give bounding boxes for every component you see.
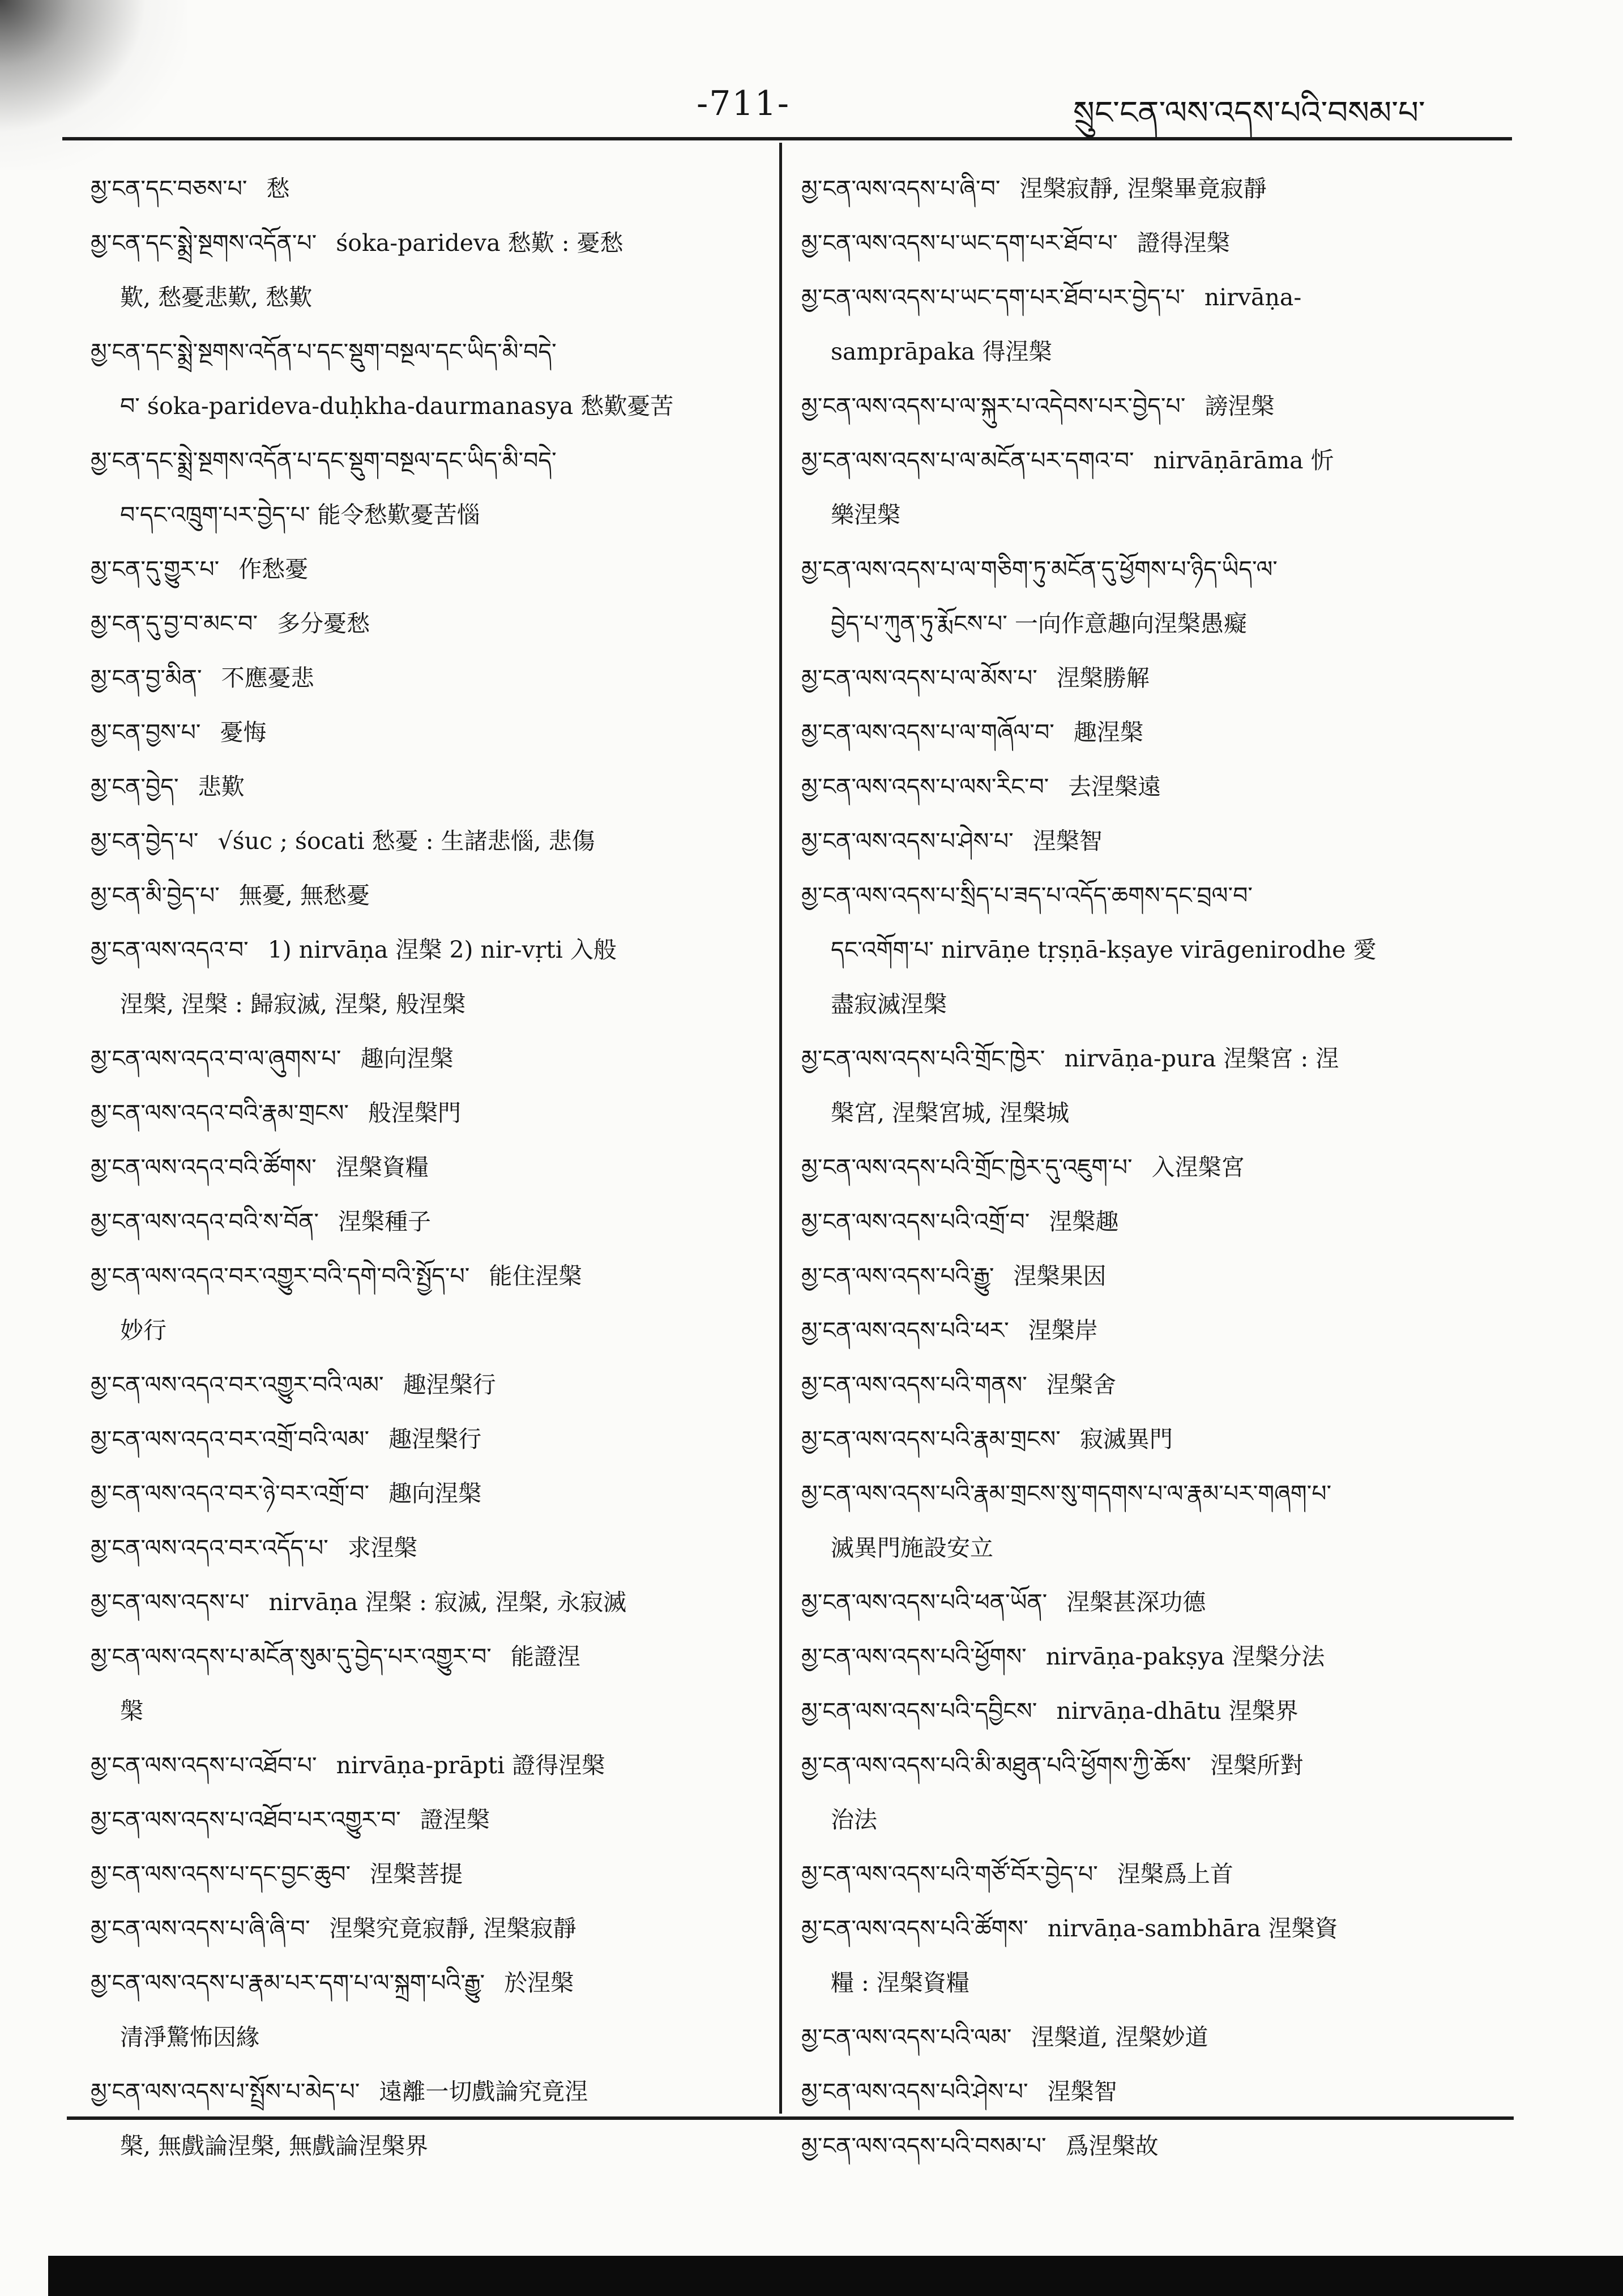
entry-term: མྱ་ངན་དུ་བྱ་བ་མང་བ་	[91, 610, 258, 637]
entry-term: མྱ་ངན་ལས་འདས་པ་ཞི་ཞི་བ་	[91, 1915, 310, 1942]
entry-term: མྱ་ངན་ལས་འདའ་བར་འགྱུར་བའི་ལམ་	[91, 1371, 384, 1398]
entry-term: མྱ་ངན་ལས་འདས་པ་ཡང་དག་པར་ཐོབ་པར་བྱེད་པ་	[801, 284, 1185, 311]
top-rule	[62, 137, 1512, 140]
entry-term: མྱ་ངན་ལས་འདས་པ་སྲིད་པ་ཟད་པ་འདོད་ཆགས་དང་བྲལ་བ་	[801, 882, 1253, 909]
entry-gloss: 涅槃菩提	[370, 1860, 463, 1888]
entry-term: མྱ་ངན་དང་བཅས་པ་	[91, 175, 247, 202]
dictionary-entry	[91, 325, 753, 433]
entry-gloss: 涅槃舍	[1046, 1371, 1116, 1398]
entry-gloss: 涅槃道, 涅槃妙道	[1031, 2024, 1208, 2051]
entry-term: མྱ་ངན་ལས་འདས་པའི་ཚོགས་	[801, 1915, 1028, 1942]
dictionary-entry	[801, 1738, 1504, 1847]
dictionary-entry	[91, 1140, 753, 1194]
entry-gloss: 憂悔	[220, 719, 267, 746]
dictionary-entry	[91, 596, 753, 651]
entry-continuation: 清淨驚怖因緣	[120, 2024, 259, 2051]
entry-term: མྱ་ངན་ལས་འདས་པ་ལ་མངོན་པར་དགའ་བ་	[801, 447, 1134, 474]
scan-bottom-band	[48, 2256, 1623, 2296]
dictionary-entry	[91, 1194, 753, 1249]
dictionary-entry	[801, 1031, 1504, 1140]
entry-term: མྱ་ངན་ལས་འདས་པའི་གྲོང་ཁྱེར་དུ་འཇུག་པ་	[801, 1154, 1133, 1181]
entry-term: མྱ་ངན་ལས་འདས་པ་ལས་རིང་བ་	[801, 773, 1049, 800]
dictionary-entry	[91, 1629, 753, 1738]
dictionary-entry	[91, 1358, 753, 1412]
entry-gloss: 謗涅槃	[1205, 392, 1275, 420]
entry-gloss: 愁	[266, 175, 290, 202]
entry-term: མྱ་ངན་ལས་འདས་པའི་གྲོང་ཁྱེར་	[801, 1045, 1045, 1072]
dictionary-entry	[801, 1901, 1504, 2010]
entry-term: མྱ་ངན་ལས་འདའ་བར་འདོད་པ་	[91, 1534, 328, 1561]
dictionary-entry	[91, 433, 753, 542]
entry-term: མྱ་ངན་ལས་འདས་པ་ཞི་བ་	[801, 175, 1001, 202]
dictionary-entry	[801, 1303, 1504, 1358]
entry-gloss: nirvāṇa-	[1204, 284, 1302, 311]
entry-continuation: 槃, 無戲論涅槃, 無戲論涅槃界	[120, 2132, 429, 2160]
entry-continuation: དང་འགོག་པ་ nirvāṇe tṛṣṇā-kṣaye virāgenirodhe 愛	[831, 936, 1377, 963]
entry-term: མྱ་ངན་ལས་འདས་པའི་ཕྱོགས་	[801, 1643, 1027, 1670]
entry-continuation: 盡寂滅涅槃	[831, 991, 947, 1018]
dictionary-entry	[801, 705, 1504, 759]
entry-gloss: nirvāṇa-dhātu 涅槃界	[1056, 1697, 1299, 1725]
entry-gloss: 證涅槃	[420, 1806, 490, 1833]
entry-gloss: 作愁憂	[238, 556, 309, 583]
entry-term: མྱ་ངན་བྱེད་	[91, 773, 179, 800]
entry-gloss: 求涅槃	[347, 1534, 417, 1561]
entry-term: མྱ་ངན་ལས་འདའ་བར་འགྲོ་བའི་ལམ་	[91, 1426, 370, 1453]
entry-gloss: 去涅槃遠	[1068, 773, 1161, 800]
entry-term: མྱ་ངན་ལས་འདས་པ་འཐོབ་པར་འགྱུར་བ་	[91, 1806, 401, 1833]
dictionary-entry	[91, 814, 753, 868]
entry-continuation: 妙行	[120, 1317, 166, 1344]
entry-gloss: 1) nirvāṇa 涅槃 2) nir-vṛti 入般	[267, 936, 617, 963]
entry-continuation: samprāpaka 得涅槃	[831, 338, 1052, 365]
entry-continuation: 治法	[831, 1806, 877, 1833]
entry-gloss: 證得涅槃	[1137, 229, 1230, 257]
entry-term: མྱ་ངན་ལས་འདའ་བའི་ས་བོན་	[91, 1208, 319, 1235]
running-head: སྲུང་ངན་ལས་འདས་པའི་བསམ་པ་	[1073, 95, 1425, 131]
dictionary-entry	[801, 433, 1504, 542]
entry-term: མྱ་ངན་ལས་འདའ་བར་འགྱུར་བའི་དགེ་བའི་སྤྱོད་པ་	[91, 1262, 470, 1290]
dictionary-entry	[91, 1793, 753, 1847]
dictionary-entry	[801, 1466, 1504, 1575]
dictionary-entry	[801, 542, 1504, 651]
entry-continuation: 滅異門施設安立	[831, 1534, 993, 1561]
entry-term: མྱ་ངན་བྱས་པ་	[91, 719, 201, 746]
entry-gloss: 入涅槃宮	[1151, 1154, 1245, 1181]
dictionary-entry	[801, 651, 1504, 705]
entry-continuation: 歎, 愁憂悲歎, 愁歎	[120, 284, 313, 311]
entry-gloss: 能證涅	[510, 1643, 580, 1670]
dictionary-entry	[91, 1466, 753, 1521]
entry-gloss: 涅槃甚深功德	[1066, 1589, 1206, 1616]
entry-term: མྱ་ངན་ལས་འདས་པའི་ཕན་ཡོན་	[801, 1589, 1048, 1616]
entry-gloss: 涅槃智	[1047, 2078, 1117, 2105]
entry-term: མྱ་ངན་ལས་འདའ་བར་ཉེ་བར་འགྲོ་བ་	[91, 1480, 370, 1507]
left-column	[91, 161, 753, 2173]
entry-continuation: 槃	[120, 1697, 143, 1725]
dictionary-entry	[801, 1629, 1504, 1684]
entry-term: མྱ་ངན་ལས་འདས་པའི་མི་མཐུན་པའི་ཕྱོགས་ཀྱི་ཆོས་	[801, 1752, 1191, 1779]
column-divider	[779, 143, 782, 2114]
entry-gloss: nirvāṇa 涅槃 : 寂滅, 涅槃, 永寂滅	[268, 1589, 627, 1616]
dictionary-entry	[801, 2064, 1504, 2119]
page-number: -711-	[697, 84, 791, 123]
entry-gloss: śoka-parideva 愁歎 : 憂愁	[336, 229, 623, 257]
dictionary-entry	[91, 1086, 753, 1140]
dictionary-entry	[801, 2119, 1504, 2173]
entry-gloss: nirvāṇa-sambhāra 涅槃資	[1047, 1915, 1338, 1942]
dictionary-entry	[91, 1956, 753, 2064]
entry-term: མྱ་ངན་མི་བྱེད་པ་	[91, 882, 220, 909]
entry-term: མྱ་ངན་ལས་འདས་པ་འཐོབ་པ་	[91, 1752, 317, 1779]
entry-term: མྱ་ངན་ལས་འདའ་བའི་ཚོགས་	[91, 1154, 317, 1181]
entry-term: མྱ་ངན་ལས་འདས་པ་སྤྲོས་པ་མེད་པ་	[91, 2078, 360, 2105]
entry-term: མྱ་ངན་ལས་འདས་པའི་རྣམ་གྲངས་སུ་གདགས་པ་ལ་རྣམ་པར་གཞག་པ་	[801, 1480, 1332, 1507]
entry-term: མྱ་ངན་ལས་འདས་པའི་འགྲོ་བ་	[801, 1208, 1030, 1235]
dictionary-entry	[91, 1847, 753, 1901]
entry-term: མྱ་ངན་བྱ་མིན་	[91, 664, 202, 692]
entry-gloss: 涅槃究竟寂靜, 涅槃寂靜	[329, 1915, 576, 1942]
entry-term: མྱ་ངན་ལས་འདས་པ་དང་བྱང་ཆུབ་	[91, 1860, 351, 1888]
entry-gloss: 涅槃岸	[1028, 1317, 1098, 1344]
entry-gloss: 般涅槃門	[368, 1099, 462, 1126]
dictionary-entry	[91, 1521, 753, 1575]
dictionary-entry	[801, 379, 1504, 433]
entry-gloss: 趣向涅槃	[360, 1045, 454, 1072]
entry-term: མྱ་ངན་ལས་འདས་པ་ལ་སྐུར་པ་འདེབས་པར་བྱེད་པ་	[801, 392, 1186, 420]
dictionary-entry	[91, 216, 753, 325]
entry-term: མྱ་ངན་ལས་འདས་པ་ལ་མོས་པ་	[801, 664, 1037, 692]
dictionary-entry	[801, 270, 1504, 379]
dictionary-entry	[91, 1738, 753, 1793]
entry-gloss: 寂滅異門	[1079, 1426, 1173, 1453]
dictionary-entry	[801, 216, 1504, 270]
dictionary-entry	[801, 1847, 1504, 1901]
dictionary-entry	[91, 868, 753, 923]
entry-gloss: 於涅槃	[504, 1969, 574, 1996]
entry-continuation: 槃宮, 涅槃宮城, 涅槃城	[831, 1099, 1070, 1126]
entry-gloss: 爲涅槃故	[1065, 2132, 1159, 2160]
entry-term: མྱ་ངན་ལས་འདའ་བའི་རྣམ་གྲངས་	[91, 1099, 349, 1126]
entry-continuation: བ་ śoka-parideva-duḥkha-daurmanasya 愁歎憂苦	[120, 392, 674, 420]
entry-gloss: 涅槃勝解	[1056, 664, 1150, 692]
dictionary-entry	[91, 923, 753, 1031]
dictionary-entry	[91, 1031, 753, 1086]
entry-gloss: 涅槃爲上首	[1117, 1860, 1233, 1888]
dictionary-entry	[801, 1249, 1504, 1303]
entry-gloss: 悲歎	[198, 773, 245, 800]
dictionary-entry	[91, 161, 753, 216]
dictionary-entry	[801, 2010, 1504, 2064]
dictionary-entry	[91, 1249, 753, 1358]
entry-gloss: nirvāṇa-prāpti 證得涅槃	[336, 1752, 605, 1779]
entry-term: མྱ་ངན་དུ་གྱུར་པ་	[91, 556, 220, 583]
entry-term: མྱ་ངན་ལས་འདས་པའི་ཤེས་པ་	[801, 2078, 1028, 2105]
entry-gloss: 涅槃果因	[1013, 1262, 1107, 1290]
entry-continuation: བ་དང་འཁྲུག་པར་བྱེད་པ་ 能令愁歎憂苦惱	[120, 501, 480, 528]
entry-term: མྱ་ངན་ལས་འདས་པ་ཡང་དག་པར་ཐོབ་པ་	[801, 229, 1118, 257]
entry-term: མྱ་ངན་ལས་འདས་པའི་ལམ་	[801, 2024, 1012, 2051]
dictionary-entry	[801, 1358, 1504, 1412]
entry-term: མྱ་ངན་ལས་འདས་པའི་གནས་	[801, 1371, 1027, 1398]
dictionary-entry	[91, 1901, 753, 1956]
dictionary-entry	[91, 1575, 753, 1629]
entry-gloss: 涅槃寂靜, 涅槃畢竟寂靜	[1019, 175, 1267, 202]
entry-continuation: 糧 : 涅槃資糧	[831, 1969, 969, 1996]
entry-term: མྱ་ངན་དང་སྨྲེ་སྔགས་འདོན་པ་དང་སྡུག་བསྔལ་དང་ཡིད་མི་བདེ་	[91, 447, 557, 474]
entry-gloss: 無憂, 無愁憂	[238, 882, 370, 909]
dictionary-entry	[91, 759, 753, 814]
entry-gloss: 趣涅槃行	[403, 1371, 496, 1398]
entry-term: མྱ་ངན་ལས་འདས་པ་མངོན་སུམ་དུ་བྱེད་པར་འགྱུར་བ་	[91, 1643, 492, 1670]
entry-term: མྱ་ངན་ལས་འདས་པའི་ཕར་	[801, 1317, 1009, 1344]
entry-gloss: √śuc ; śocati 愁憂 : 生諸悲惱, 悲傷	[217, 827, 595, 855]
dictionary-entry	[801, 868, 1504, 977]
scan-corner-shadow	[0, 0, 187, 170]
dictionary-entry	[91, 1412, 753, 1466]
entry-gloss: 能住涅槃	[489, 1262, 582, 1290]
dictionary-entry	[91, 651, 753, 705]
entry-gloss: nirvāṇārāma 忻	[1153, 447, 1334, 474]
entry-term: མྱ་ངན་བྱེད་པ་	[91, 827, 199, 855]
entry-continuation: བྱེད་པ་ཀུན་ཏུ་རྨོངས་པ་ 一向作意趣向涅槃愚癡	[831, 610, 1247, 637]
dictionary-entry	[91, 705, 753, 759]
dictionary-entry	[801, 1684, 1504, 1738]
entry-gloss: 涅槃所對	[1210, 1752, 1304, 1779]
entry-term: མྱ་ངན་ལས་འདས་པ་ལ་གཞོལ་བ་	[801, 719, 1054, 746]
entry-term: མྱ་ངན་ལས་འདས་པ་ལ་གཅིག་ཏུ་མངོན་དུ་ཕྱོགས་པ་ཉིད་ཡིད་ལ་	[801, 556, 1278, 583]
entry-term: མྱ་ངན་དང་སྨྲེ་སྔགས་འདོན་པ་དང་སྡུག་བསྔལ་དང་ཡིད་མི་བདེ་	[91, 338, 557, 365]
entry-gloss: 遠離一切戲論究竟涅	[379, 2078, 588, 2105]
entry-gloss: 涅槃智	[1032, 827, 1103, 855]
entry-gloss: 不應憂悲	[221, 664, 314, 692]
entry-term: མྱ་ངན་ལས་འདས་པ་ཤེས་པ་	[801, 827, 1014, 855]
entry-term: མྱ་ངན་ལས་འདའ་བ་ལ་ཞུགས་པ་	[91, 1045, 341, 1072]
entry-term: མྱ་ངན་ལས་འདའ་བ་	[91, 936, 249, 963]
entry-term: མྱ་ངན་ལས་འདས་པའི་རྣམ་གྲངས་	[801, 1426, 1061, 1453]
entry-term: མྱ་ངན་ལས་འདས་པའི་རྒྱུ་	[801, 1262, 994, 1290]
dictionary-entry	[91, 2064, 753, 2173]
entry-term: མྱ་ངན་དང་སྨྲེ་སྔགས་འདོན་པ་	[91, 229, 317, 257]
dictionary-entry	[801, 161, 1504, 216]
entry-continuation: 涅槃, 涅槃 : 歸寂滅, 涅槃, 般涅槃	[120, 991, 466, 1018]
right-column	[801, 161, 1504, 2173]
entry-gloss: 涅槃趣	[1049, 1208, 1119, 1235]
entry-term: མྱ་ངན་ལས་འདས་པ་རྣམ་པར་དག་པ་ལ་སྐྲག་པའི་རྒྱུ་	[91, 1969, 485, 1996]
entry-gloss: 趣向涅槃	[388, 1480, 482, 1507]
entry-gloss: nirvāṇa-pura 涅槃宮 : 涅	[1064, 1045, 1339, 1072]
entry-gloss: 多分憂愁	[277, 610, 370, 637]
entry-term: མྱ་ངན་ལས་འདས་པའི་བསམ་པ་	[801, 2132, 1047, 2160]
entry-gloss: 涅槃資糧	[335, 1154, 429, 1181]
entry-term: མྱ་ངན་ལས་འདས་པ་	[91, 1589, 250, 1616]
dictionary-entry	[801, 1140, 1504, 1194]
dictionary-entry	[801, 1194, 1504, 1249]
dictionary-entry	[801, 1412, 1504, 1466]
entry-gloss: 趣涅槃行	[388, 1426, 482, 1453]
entry-term: མྱ་ངན་ལས་འདས་པའི་དབྱིངས་	[801, 1697, 1037, 1725]
dictionary-entry	[801, 1575, 1504, 1629]
dictionary-entry	[91, 542, 753, 596]
dictionary-entry	[801, 759, 1504, 814]
entry-continuation: 樂涅槃	[831, 501, 900, 528]
dictionary-entry	[801, 977, 1504, 1031]
entry-gloss: 涅槃種子	[338, 1208, 432, 1235]
entry-gloss: nirvāṇa-pakṣya 涅槃分法	[1045, 1643, 1325, 1670]
entry-gloss: 趣涅槃	[1073, 719, 1143, 746]
dictionary-entry	[801, 814, 1504, 868]
entry-term: མྱ་ངན་ལས་འདས་པའི་གཙོ་བོར་བྱེད་པ་	[801, 1860, 1098, 1888]
